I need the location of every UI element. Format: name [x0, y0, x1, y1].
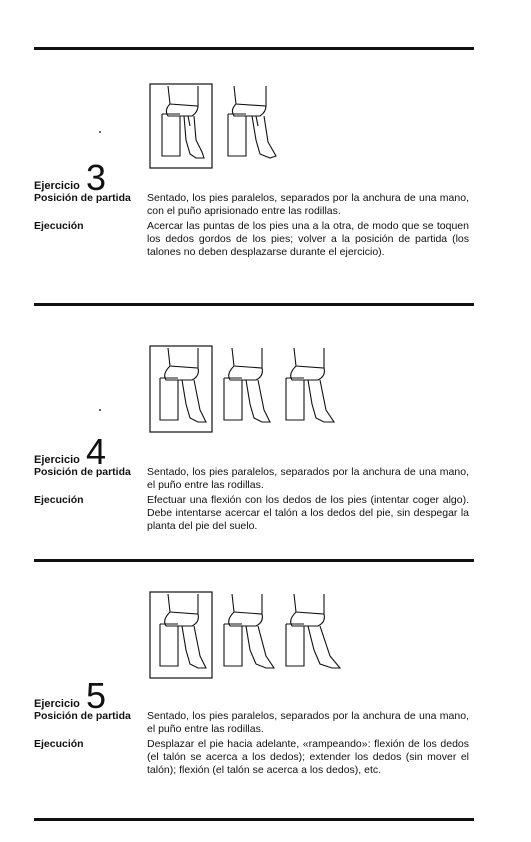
- section-divider-bottom: [34, 818, 474, 821]
- section-divider-top: [34, 47, 474, 50]
- exercise-3: [34, 157, 474, 261]
- exercise-word: Ejercicio: [34, 454, 80, 466]
- start-position-label: Posición de partida: [34, 192, 131, 204]
- start-position-text: Sentado, los pies paralelos, separados por la anchura de una mano, con el puño aprisionado entre las rodillas.: [147, 192, 469, 217]
- illustration-exercise-4: [148, 344, 348, 436]
- start-position-label: Posición de partida: [34, 466, 131, 478]
- speck-mark: [99, 131, 101, 133]
- exercise-word: Ejercicio: [34, 180, 80, 192]
- execution-row: [34, 220, 474, 259]
- seated-legs-illustration: [148, 344, 348, 436]
- section-divider-2: [34, 559, 474, 562]
- execution-text: Desplazar el pie hacia adelante, «rampeando»: flexión de los dedos (el talón se acerca a los dedos); extender los dedos (sin mover el talón); flexión (el talón se acerca a los dedos), etc.: [147, 738, 469, 776]
- execution-row: [34, 738, 474, 777]
- exercise-number: 5: [86, 675, 106, 716]
- illustration-exercise-5: [148, 590, 348, 682]
- execution-label: Ejecución: [34, 738, 84, 750]
- seated-legs-illustration: [148, 82, 298, 172]
- execution-text: Efectuar una flexión con los dedos de los pies (intentar coger algo). Debe intentarse acercar el talón a los dedos del pie, sin despegar la planta del pie del suelo.: [147, 494, 469, 532]
- execution-label: Ejecución: [34, 494, 84, 506]
- exercise-5: [34, 675, 474, 779]
- illustration-exercise-3: [148, 82, 298, 172]
- start-position-label: Posición de partida: [34, 710, 131, 722]
- speck-mark: [99, 409, 101, 411]
- execution-text: Acercar las puntas de los pies una a la otra, de modo que se toquen los dedos gordos de los pies; volver a la posición de partida (los talones no deben desplazarse durante el ejercicio).: [147, 220, 469, 258]
- start-position-text: Sentado, los pies paralelos, separados por la anchura de una mano, el puño entre las rodillas.: [147, 466, 469, 491]
- exercise-number: 4: [86, 431, 106, 472]
- exercise-number: 3: [86, 157, 106, 198]
- execution-row: [34, 494, 474, 533]
- execution-label: Ejecución: [34, 220, 84, 232]
- start-position-text: Sentado, los pies paralelos, separados por la anchura de una mano, el puño entre las rodillas.: [147, 710, 469, 735]
- section-divider-1: [34, 303, 474, 306]
- seated-legs-illustration: [148, 590, 348, 682]
- exercise-4: [34, 431, 474, 535]
- exercise-word: Ejercicio: [34, 698, 80, 710]
